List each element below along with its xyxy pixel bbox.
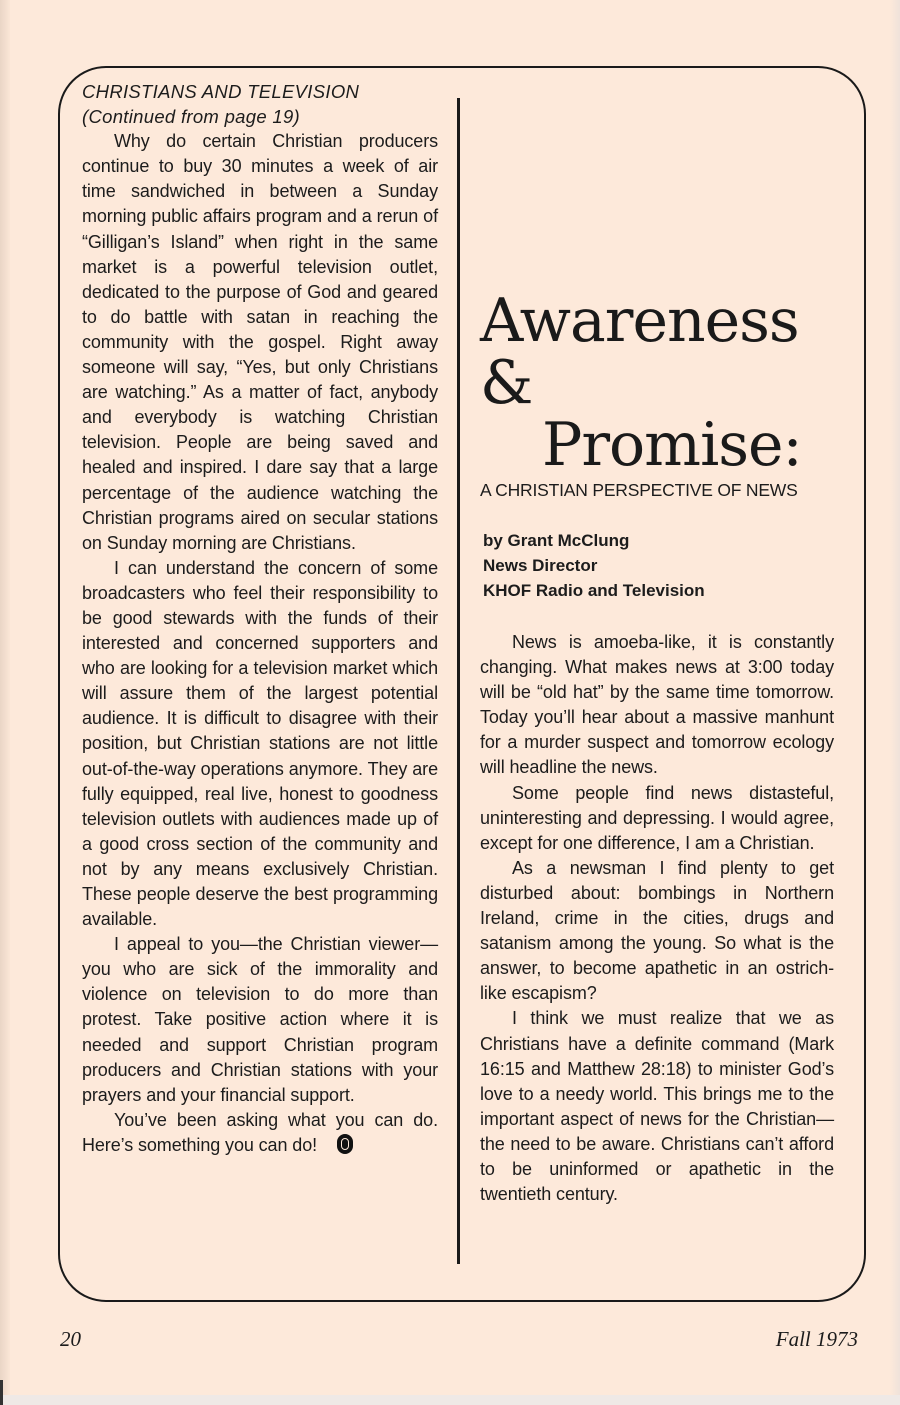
byline-organization: KHOF Radio and Television	[483, 581, 705, 600]
paragraph-final	[82, 1108, 438, 1158]
paragraph: Some people find news distasteful, uninteresting and depressing. I would agree, except for one difference, I am a Christian.	[480, 782, 834, 853]
byline-role: News Director	[483, 556, 598, 575]
paragraph: Why do certain Christian producers continue to buy 30 minutes a week of air time sandwiched in between a Sunday morning public affairs program and a rerun of “Gilligan’s Island” when right in the same market is a powerful television outlet, dedicated to the purpose of God and geared to do battle with satan in reaching the community with the gospel. Right away someone will say, “Yes, but only Christians are watching.” As a matter of fact, anybody and everybody is watching Christian television. People are being saved and healed and inspired. I dare say that a large percentage of the audience watching the Christian programs aired on secular stations on Sunday morning are Christians.	[82, 131, 438, 553]
paragraph: I can understand the concern of some broadcasters who feel their responsibility to be good stewards with the funds of their interested and concerned supporters and who are looking for a television market which will assure them of the largest potential audience. It is difficult to disagree with their position, but Christian stations are not little out-of-the-way operations anymore. They are fully equipped, real live, honest to goodness television outlets with audiences made up of a good cross section of the community and not by any means exclusively Christian. These people deserve the best programming available.	[82, 557, 438, 930]
end-of-article-icon	[337, 1134, 353, 1154]
article-subtitle: A CHRISTIAN PERSPECTIVE OF NEWS	[480, 480, 798, 500]
page-number: 20	[60, 1327, 81, 1351]
article-title-line-1: Awareness &	[480, 286, 799, 418]
page-edge-left	[0, 0, 10, 1395]
continued-article-column	[82, 79, 438, 1158]
page-edge-right	[890, 0, 900, 1395]
paragraph-final-text: You’ve been asking what you can do. Here’s something you can do!	[82, 1109, 438, 1155]
byline-author: by Grant McClung	[483, 531, 630, 550]
continued-from-note: (Continued from page 19)	[82, 106, 301, 128]
byline	[483, 528, 843, 603]
article-title	[480, 286, 860, 480]
issue-date: Fall 1973	[775, 1327, 858, 1351]
paragraph: I think we must realize that we as Christians have a definite command (Mark 16:15 and Matthew 28:18) to minister God’s love to a needy world. This brings me to the important aspect of news for the Christian—the need to be aware. Christians can’t afford to be uninformed or apathetic in the twentieth century.	[480, 1008, 834, 1205]
article-title-line-2: Promise:	[542, 410, 802, 480]
article-body-column	[480, 630, 834, 1207]
binding-mark	[0, 1380, 3, 1405]
column-divider	[457, 98, 460, 1264]
paragraph: As a newsman I find plenty to get disturbed about: bombings in Northern Ireland, crime in the cities, drugs and satanism among the young. So what is the answer, to become apathetic in an ostrich-like escapism?	[480, 857, 834, 1004]
paragraph: News is amoeba-like, it is constantly changing. What makes news at 3:00 today will be “old hat” by the same time tomorrow. Today you’ll hear about a massive manhunt for a murder suspect and tomorrow ecology will headline the news.	[480, 632, 834, 778]
paragraph: I appeal to you—the Christian viewer—you who are sick of the immorality and violence on television to do more than protest. Take positive action where it is needed and support Christian program producers and Christian stations with your prayers and your financial support.	[82, 934, 438, 1105]
continued-article-title: CHRISTIANS AND TELEVISION	[82, 81, 360, 102]
